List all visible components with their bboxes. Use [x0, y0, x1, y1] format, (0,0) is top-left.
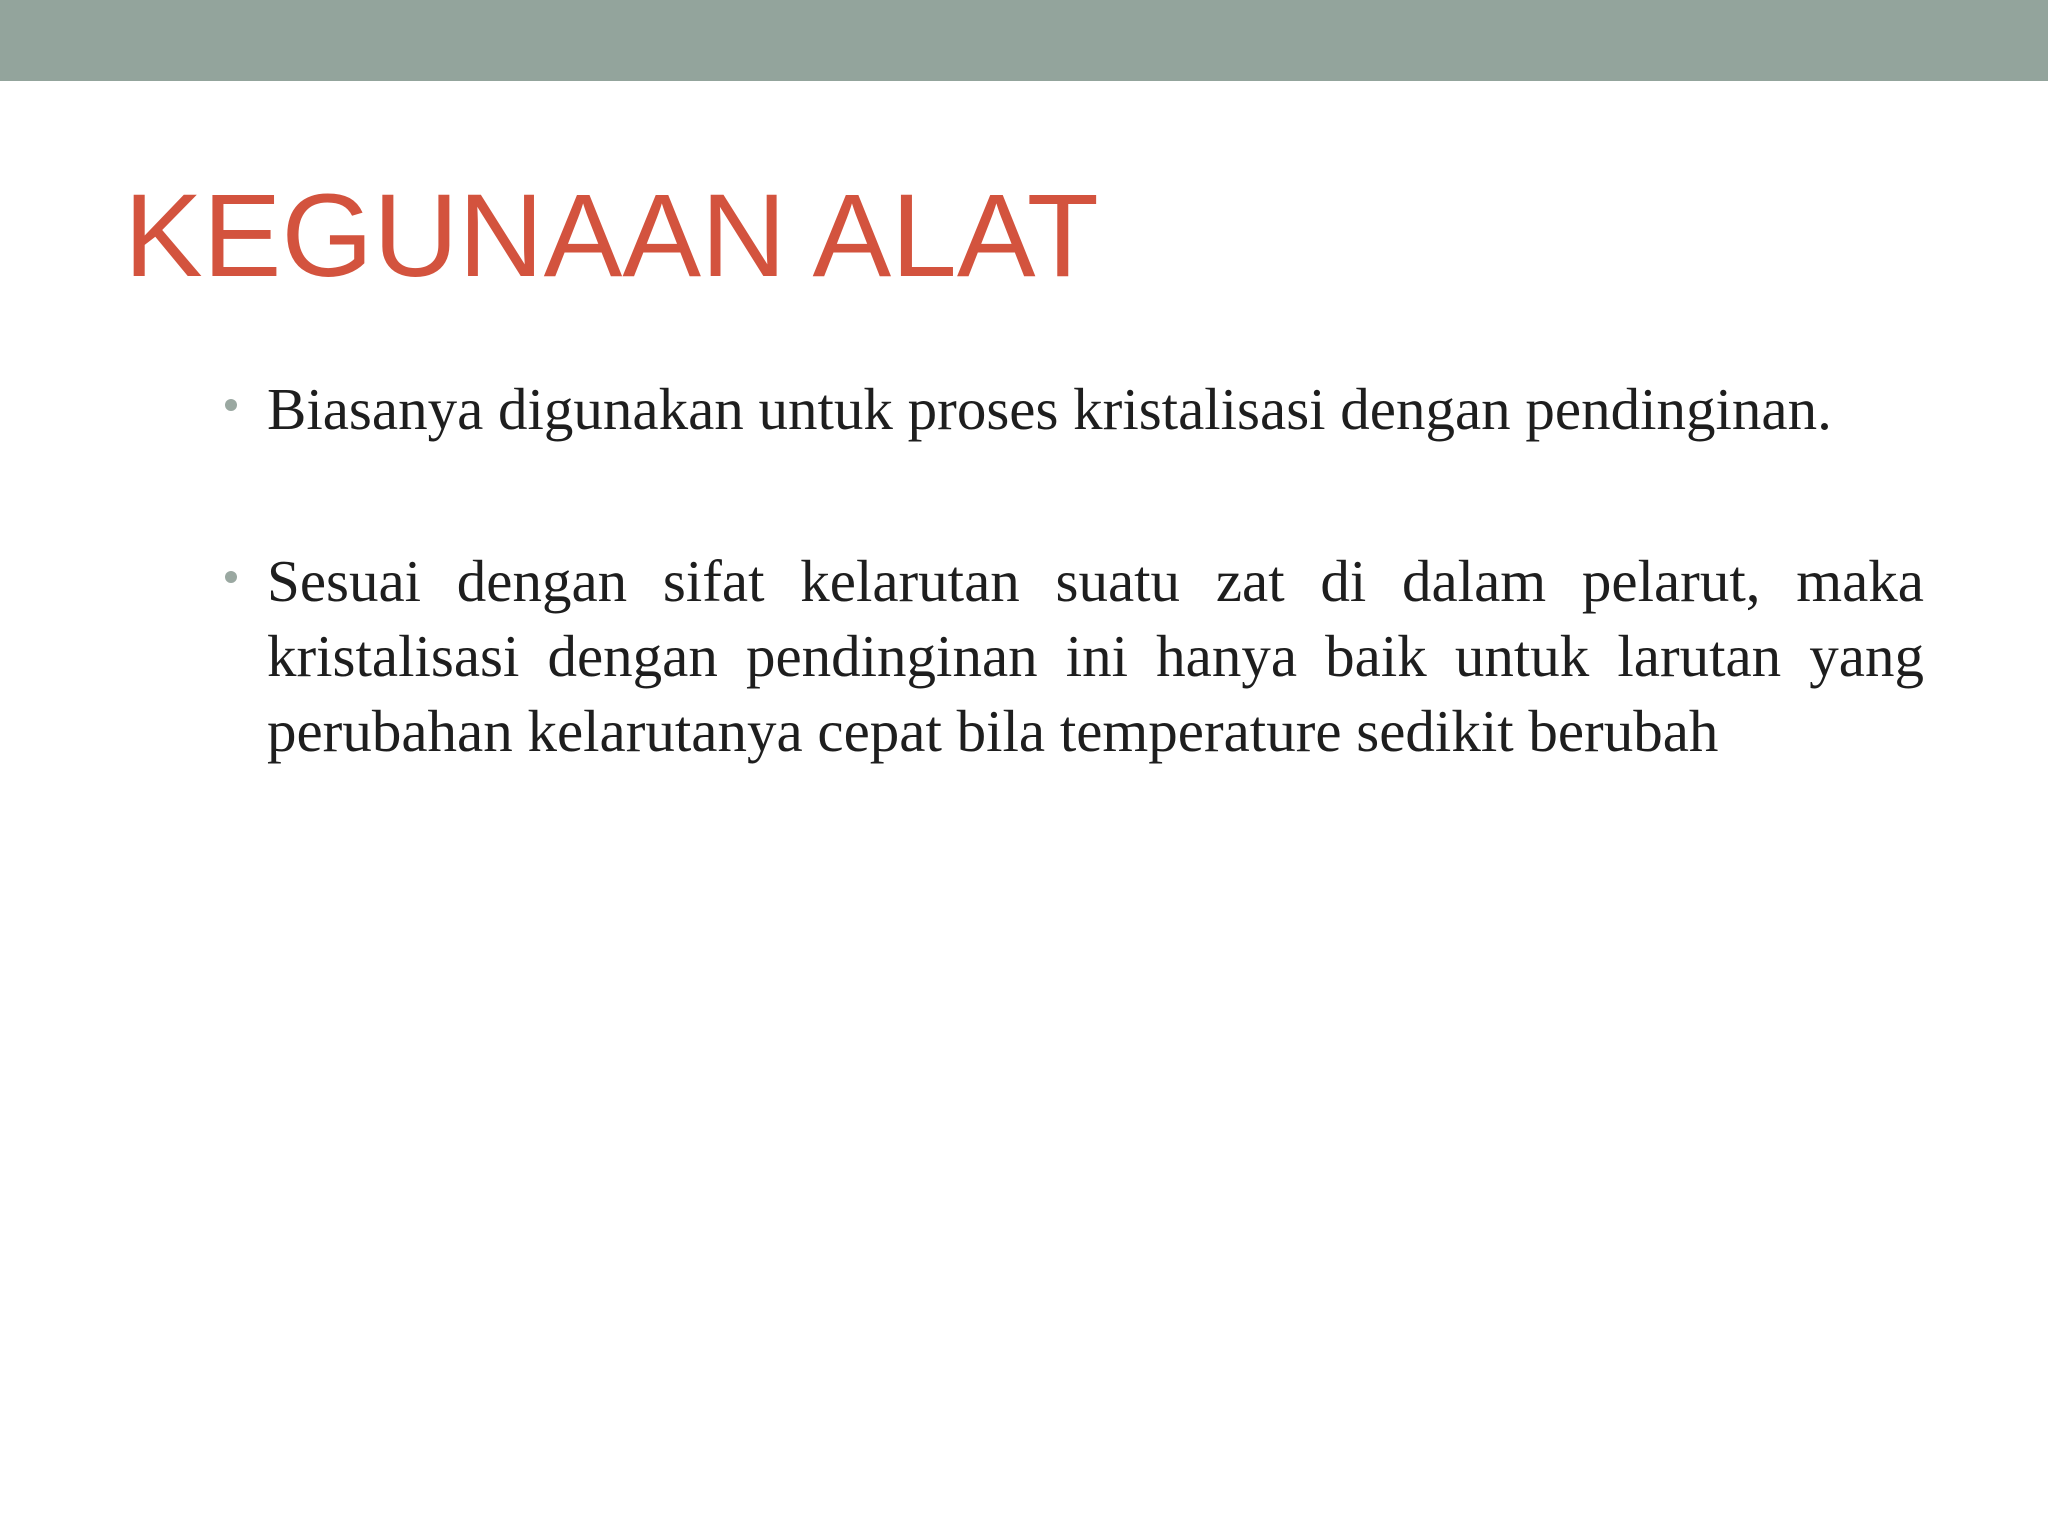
bullet-dot-icon: [225, 399, 237, 411]
bullet-text: Biasanya digunakan untuk proses kristalisasi dengan pendinginan.: [267, 376, 1832, 442]
bullet-dot-icon: [225, 571, 237, 583]
bullet-item: [220, 544, 1924, 769]
bullet-list: [220, 372, 1924, 866]
bullet-item: [220, 372, 1924, 447]
bullet-text: Sesuai dengan sifat kelarutan suatu zat di dalam pelarut, maka kristalisasi dengan pendinginan ini hanya baik untuk larutan yang perubahan kelarutanya cepat bila temperature sedikit berubah: [267, 548, 1924, 764]
slide-top-bar: [0, 0, 2048, 81]
slide-title: KEGUNAAN ALAT: [124, 170, 1099, 302]
